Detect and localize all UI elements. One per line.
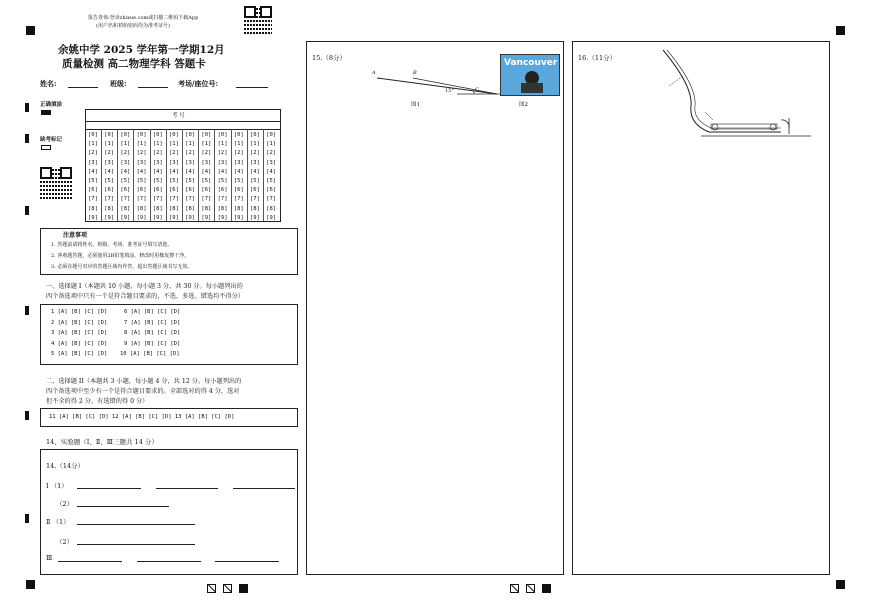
q15-figure2-caption: 图2 [519, 102, 528, 108]
exam-id-bubble[interactable]: [2] [250, 150, 260, 157]
q15-answer-panel[interactable] [306, 41, 564, 575]
seat-label: 考场/座位号: [178, 79, 219, 88]
exam-id-bubble[interactable]: [3] [152, 159, 163, 166]
exam-id-bubble[interactable]: [8] [217, 205, 228, 212]
section2-options-row[interactable]: 11 [A] [B] [C] [D] 12 [A] [B] [C] [D] 13 [A] [B] [C] [D] [49, 414, 235, 420]
exam-id-bubble[interactable]: [8] [266, 205, 277, 212]
page-marker-icon [223, 584, 232, 593]
exam-id-column [248, 129, 264, 221]
name-label: 姓名: [40, 79, 57, 88]
exam-id-bubble[interactable]: [0] [120, 132, 131, 138]
exam-id-bubble[interactable]: [0] [104, 132, 115, 138]
exam-id-header-divider [86, 121, 280, 122]
q15-label-b: B [413, 70, 417, 76]
exam-id-bubble[interactable]: [1] [266, 141, 277, 148]
exam-id-bubble[interactable]: [8] [185, 205, 196, 212]
exam-id-bubble[interactable]: [3] [136, 159, 147, 166]
exam-id-bubble[interactable]: [2] [120, 150, 131, 157]
section2-answer-box [40, 408, 298, 427]
q14-blank[interactable] [233, 488, 295, 489]
q15-label-a: A [372, 70, 376, 76]
exam-id-bubble[interactable]: [4] [169, 168, 179, 175]
exam-id-bubble[interactable]: [7] [217, 196, 228, 203]
exam-id-bubble[interactable]: [8] [152, 205, 163, 212]
exam-id-bubble[interactable]: [4] [201, 168, 212, 175]
exam-id-bubble[interactable]: [7] [185, 196, 196, 203]
exam-id-bubble[interactable]: [8] [104, 205, 115, 212]
exam-id-bubble[interactable]: [9] [169, 214, 179, 221]
absent-mark-label: 缺考标记 [40, 137, 63, 143]
exam-id-bubble[interactable]: [4] [136, 168, 147, 175]
exam-id-bubble[interactable]: [9] [152, 214, 163, 221]
login-hint-text: (用户名和初始密码均为准考证号) [96, 23, 170, 29]
q16-answer-panel[interactable] [572, 41, 830, 575]
q14-part2-label: Ⅱ （1） [46, 518, 70, 526]
exam-id-bubble[interactable]: [2] [201, 150, 212, 157]
choice-row[interactable]: 6 [A] [B] [C] [D] [124, 309, 181, 315]
page-marker-icon [526, 584, 535, 593]
exam-id-bubble[interactable]: [5] [201, 178, 212, 184]
exam-id-bubble[interactable]: [6] [88, 187, 98, 194]
section1-instruction: 一、选择题 I（本题共 10 小题，每小题 3 分，共 30 分。每小题列出的 [46, 283, 243, 290]
exam-id-bubble[interactable]: [9] [120, 214, 131, 221]
exam-id-bubble[interactable]: [4] [233, 168, 244, 175]
exam-id-bubble[interactable]: [2] [185, 150, 196, 157]
exam-id-bubble[interactable]: [8] [136, 205, 147, 212]
exam-id-bubble[interactable]: [7] [152, 196, 163, 203]
exam-id-bubble[interactable]: [4] [152, 168, 163, 175]
exam-id-bubble[interactable]: [0] [250, 132, 260, 138]
exam-id-bubble[interactable]: [6] [104, 187, 115, 194]
q16-title: 16.（11分） [578, 54, 617, 62]
absent-mark-box[interactable] [41, 145, 51, 150]
exam-id-column [264, 129, 280, 221]
exam-id-bubble[interactable]: [5] [233, 178, 244, 184]
q15-figure1-caption: 图1 [411, 102, 420, 108]
exam-id-bubble[interactable]: [1] [104, 141, 115, 148]
choice-row[interactable]: 9 [A] [B] [C] [D] [124, 340, 181, 347]
q14-blank[interactable] [58, 561, 122, 562]
choice-row[interactable]: 7 [A] [B] [C] [D] [124, 319, 181, 326]
exam-id-bubble[interactable]: [2] [169, 150, 179, 157]
exam-id-bubble[interactable]: [2] [233, 150, 244, 157]
q15-figure2-photo [500, 54, 560, 96]
exam-id-bubble[interactable]: [6] [250, 187, 260, 194]
page-marker-icon [542, 584, 551, 593]
exam-id-bubble[interactable]: [7] [266, 196, 277, 203]
exam-id-bubble[interactable]: [3] [88, 159, 98, 166]
q14-blank[interactable] [77, 506, 169, 507]
exam-id-bubble[interactable]: [3] [250, 159, 260, 166]
exam-id-bubble[interactable]: [4] [104, 168, 115, 175]
exam-id-bubble[interactable]: [6] [233, 187, 244, 194]
q14-heading: 14、实验题（Ⅰ、Ⅱ、Ⅲ三题共 14 分） [46, 438, 158, 446]
exam-id-bubble[interactable]: [4] [120, 168, 131, 175]
card-title-line1: 余姚中学 2025 学年第一学期12月 [58, 44, 225, 56]
alignment-mark [836, 26, 845, 35]
exam-id-column [216, 129, 232, 221]
exam-id-bubble[interactable]: [2] [266, 150, 277, 157]
q15-title: 15.（8分） [312, 54, 346, 62]
exam-id-bubble[interactable]: [5] [120, 178, 131, 184]
correct-fill-label: 正确填涂 [40, 102, 63, 108]
exam-id-bubble[interactable]: [6] [152, 187, 163, 194]
correct-fill-sample [41, 110, 51, 115]
exam-id-bubble[interactable]: [0] [217, 132, 228, 138]
choice-row[interactable]: 5 [A] [B] [C] [D] [51, 351, 108, 357]
exam-id-bubble[interactable]: [2] [104, 150, 115, 157]
exam-id-bubble[interactable]: [3] [233, 159, 244, 166]
exam-id-bubble[interactable]: [4] [217, 168, 228, 175]
timing-mark [25, 411, 29, 420]
timing-mark [25, 514, 29, 523]
seat-field[interactable] [236, 87, 268, 88]
exam-id-bubble[interactable]: [0] [185, 132, 196, 138]
choice-row[interactable]: 3 [A] [B] [C] [D] [51, 330, 108, 336]
exam-id-bubble[interactable]: [1] [250, 141, 260, 148]
exam-id-column [199, 129, 215, 221]
exam-id-bubble[interactable]: [8] [120, 205, 131, 212]
exam-id-bubble[interactable]: [6] [120, 187, 131, 194]
exam-id-bubble[interactable]: [2] [136, 150, 147, 157]
exam-id-column [118, 129, 134, 221]
choice-row[interactable]: 4 [A] [B] [C] [D] [51, 340, 108, 347]
exam-id-bubble[interactable]: [2] [217, 150, 228, 157]
exam-id-bubble[interactable]: [4] [185, 168, 196, 175]
q14-blank[interactable] [77, 524, 195, 525]
exam-id-bubble[interactable]: [5] [169, 178, 179, 184]
exam-id-bubble[interactable]: [5] [136, 178, 147, 184]
exam-id-bubble[interactable]: [5] [152, 178, 163, 184]
timing-mark [25, 206, 29, 215]
section1-answer-box [40, 304, 298, 365]
exam-id-bubble[interactable]: [5] [250, 178, 260, 184]
exam-id-column [102, 129, 118, 221]
exam-id-bubble[interactable]: [9] [104, 214, 115, 221]
q15-label-c: C [475, 87, 479, 93]
section2-instruction: 二、选择题 II（本题共 3 小题，每小题 4 分，共 12 分。每小题列出的 [46, 378, 242, 385]
notice-item: 1. 答题前请将姓名、班级、考场、准考证号填写清楚。 [51, 242, 173, 248]
q14-blank[interactable] [215, 561, 279, 562]
alignment-mark [26, 26, 35, 35]
exam-id-bubble[interactable]: [1] [152, 141, 163, 148]
notice-item: 2. 客观题答题，必须使用2B铅笔填涂，修改时用橡皮擦干净。 [51, 253, 190, 259]
exam-id-bubble[interactable]: [2] [152, 150, 163, 157]
exam-id-bubble[interactable]: [6] [185, 187, 196, 194]
exam-id-bubble[interactable]: [3] [201, 159, 212, 166]
exam-id-bubble[interactable]: [7] [88, 196, 98, 203]
exam-id-bubble[interactable]: [9] [88, 214, 98, 221]
exam-id-bubble[interactable]: [9] [217, 214, 228, 221]
skier-body [521, 83, 543, 93]
alignment-mark [836, 580, 845, 589]
exam-id-bubble[interactable]: [8] [250, 205, 260, 212]
exam-id-bubble[interactable]: [1] [169, 141, 179, 148]
exam-id-bubble[interactable]: [5] [88, 178, 98, 184]
q14-box-title: 14.（14分） [46, 462, 85, 470]
exam-id-header: 考 号 [172, 113, 185, 119]
choice-row[interactable]: 2 [A] [B] [C] [D] [51, 319, 108, 326]
exam-id-column [135, 129, 151, 221]
exam-id-column [151, 129, 167, 221]
exam-id-bubble[interactable]: [4] [250, 168, 260, 175]
exam-id-bubble[interactable]: [3] [169, 159, 179, 166]
page-marker-icon [239, 584, 248, 593]
exam-id-bubble[interactable]: [9] [266, 214, 277, 221]
q14-part2b-label: （2） [56, 538, 74, 546]
exam-id-bubble[interactable]: [3] [185, 159, 196, 166]
exam-id-bubble[interactable]: [2] [88, 150, 98, 157]
name-field[interactable] [68, 87, 98, 88]
exam-id-bubble[interactable]: [4] [266, 168, 277, 175]
exam-id-bubble[interactable]: [3] [104, 159, 115, 166]
exam-id-bubble[interactable]: [8] [169, 205, 179, 212]
q14-blank[interactable] [77, 488, 141, 489]
exam-id-bubble[interactable]: [3] [120, 159, 131, 166]
q14-part1b-label: （2） [56, 500, 74, 508]
class-label: 班级: [110, 79, 127, 88]
exam-id-bubble[interactable]: [1] [88, 141, 98, 148]
q14-answer-box [40, 449, 298, 575]
exam-id-bubble[interactable]: [6] [169, 187, 179, 194]
page-marker-icon [510, 584, 519, 593]
page-marker-icon [207, 584, 216, 593]
exam-id-bubble[interactable]: [9] [250, 214, 260, 221]
q14-part3-label: Ⅲ [46, 554, 53, 562]
exam-id-bubble[interactable]: [3] [217, 159, 228, 166]
exam-id-bubble[interactable]: [6] [217, 187, 228, 194]
exam-id-bubble[interactable]: [8] [88, 205, 98, 212]
exam-id-bubble[interactable]: [1] [136, 141, 147, 148]
exam-id-grid [85, 109, 281, 222]
choice-row[interactable]: 8 [A] [B] [C] [D] [124, 330, 181, 336]
exam-id-bubble[interactable]: [6] [266, 187, 277, 194]
exam-id-bubble[interactable]: [7] [120, 196, 131, 203]
exam-id-bubble[interactable]: [0] [136, 132, 147, 138]
exam-id-bubble[interactable]: [6] [201, 187, 212, 194]
exam-id-bubble[interactable]: [9] [136, 214, 147, 221]
exam-id-bubble[interactable]: [1] [120, 141, 131, 148]
exam-id-bubble[interactable]: [7] [233, 196, 244, 203]
exam-id-bubble[interactable]: [7] [136, 196, 147, 203]
exam-id-bubble[interactable]: [5] [185, 178, 196, 184]
exam-id-bubble[interactable]: [0] [233, 132, 244, 138]
notice-item: 3. 必须在题号对应的答题区域内作答，超出答题区域书写无效。 [51, 264, 193, 270]
exam-id-bubble[interactable]: [7] [169, 196, 179, 203]
exam-id-bubble[interactable]: [0] [266, 132, 277, 138]
exam-id-bubble[interactable]: [7] [250, 196, 260, 203]
exam-id-bubble[interactable]: [1] [233, 141, 244, 148]
choice-row[interactable]: 10 [A] [B] [C] [D] [120, 351, 180, 357]
exam-id-bubble[interactable]: [7] [104, 196, 115, 203]
exam-id-column [183, 129, 199, 221]
exam-id-bubble[interactable]: [5] [217, 178, 228, 184]
q16-track-figure [653, 46, 813, 146]
exam-id-bubble[interactable]: [1] [201, 141, 212, 148]
exam-id-column [86, 129, 102, 221]
q14-blank[interactable] [156, 488, 218, 489]
exam-id-column [167, 129, 183, 221]
q14-blank[interactable] [137, 561, 201, 562]
exam-id-bubble[interactable]: [7] [201, 196, 212, 203]
q14-blank[interactable] [77, 544, 195, 545]
choice-row[interactable]: 1 [A] [B] [C] [D] [51, 309, 108, 315]
exam-id-bubble[interactable]: [0] [201, 132, 212, 138]
q14-part1-label: Ⅰ （1） [46, 482, 68, 490]
timing-mark [25, 134, 29, 143]
notice-box [40, 228, 298, 275]
q15-figure1-incline [367, 66, 507, 106]
section2-instruction: 但不全的得 2 分，有选错的得 0 分） [46, 398, 149, 405]
exam-id-bubble[interactable]: [1] [217, 141, 228, 148]
q15-photo-text: Vancouver [504, 58, 558, 68]
exam-id-bubble[interactable]: [9] [201, 214, 212, 221]
exam-id-bubble[interactable]: [1] [185, 141, 196, 148]
section1-instruction: 四个备选项中只有一个是符合题目要求的，不选、多选、错选均不得分） [46, 293, 244, 300]
notice-title: 注意事项 [63, 232, 88, 239]
timing-mark [25, 306, 29, 315]
exam-id-bubble[interactable]: [8] [201, 205, 212, 212]
exam-id-bubble[interactable]: [3] [266, 159, 277, 166]
qr-code-icon [40, 167, 72, 199]
exam-id-bubble[interactable]: [8] [233, 205, 244, 212]
exam-id-bubble[interactable]: [0] [152, 132, 163, 138]
class-field[interactable] [138, 87, 168, 88]
card-title-line2: 质量检测 高二物理学科 答题卡 [62, 58, 206, 70]
exam-id-bubble[interactable]: [6] [136, 187, 147, 194]
qr-code-icon [244, 6, 272, 34]
section2-instruction: 四个备选项中至少有一个是符合题目要求的。全部选对的得 4 分，选对 [46, 388, 240, 395]
exam-id-column [232, 129, 248, 221]
exam-id-bubble[interactable]: [5] [104, 178, 115, 184]
exam-id-bubble[interactable]: [0] [169, 132, 179, 138]
q15-angle-label: 15° [445, 88, 454, 94]
alignment-mark [26, 580, 35, 589]
exam-id-bubble[interactable]: [9] [185, 214, 196, 221]
exam-id-bubble[interactable]: [5] [266, 178, 277, 184]
report-query-text: 报告查询:登录zhixue.com或扫描二维码下载App [88, 15, 199, 21]
timing-mark [25, 103, 29, 112]
exam-id-bubble[interactable]: [9] [233, 214, 244, 221]
exam-id-bubble[interactable]: [0] [88, 132, 98, 138]
exam-id-bubble[interactable]: [4] [88, 168, 98, 175]
